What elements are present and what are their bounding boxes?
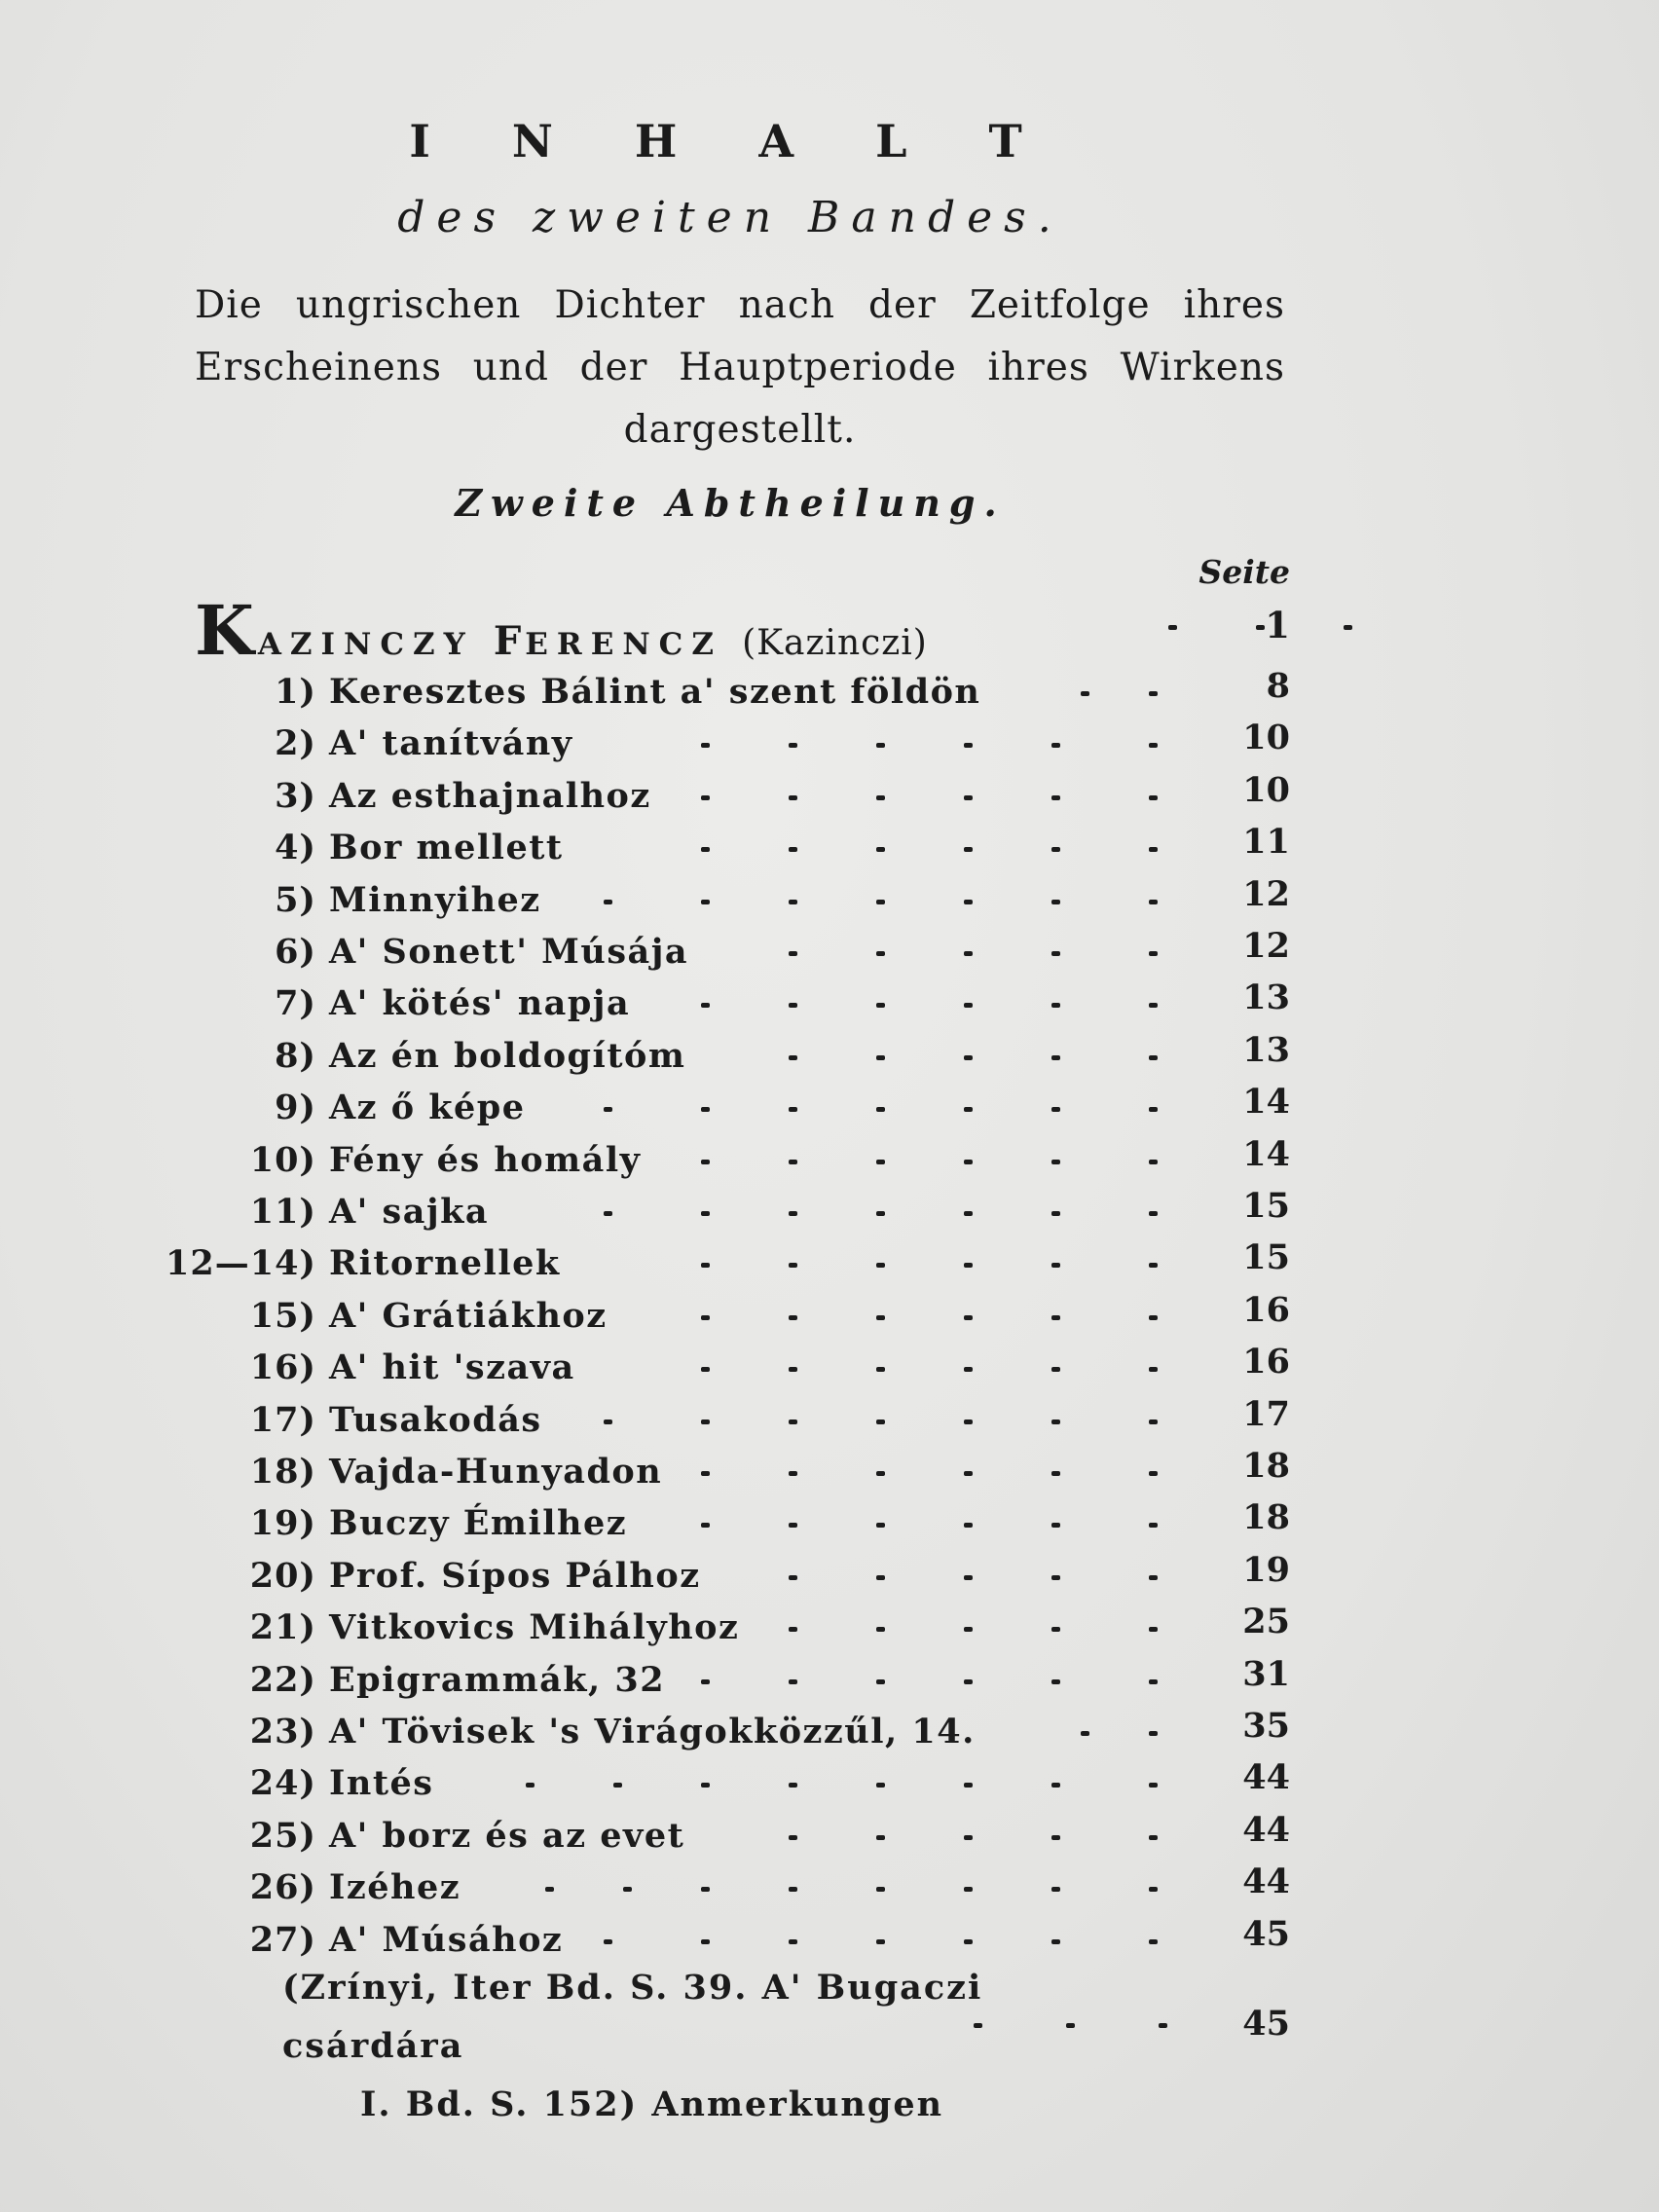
leader-dot [1149,1367,1158,1372]
leader-dot [789,1471,797,1476]
leader-dot [1051,795,1060,800]
leader-dot [964,1887,973,1892]
footnote-leader-dots [974,2019,1178,2039]
leader-dot [701,1471,710,1476]
entry-title: A' hit 'szava [329,1347,575,1388]
entry-number: 21) [249,1607,316,1648]
leader-dot [1149,1939,1158,1944]
leader-dot [1149,1211,1158,1216]
leader-dot [1051,1211,1060,1216]
entry-leader-dots [701,1347,1168,1394]
author-alias: (Kazinczi) [742,623,928,663]
leader-dot [964,951,973,956]
contents-entry [0,873,1290,931]
entry-number: 24) [249,1763,316,1804]
page-subtitle: des zweiten Bandes. [397,193,1063,242]
author-given-rest: ERENCZ [525,627,722,662]
leader-dot [701,1887,710,1892]
leader-dot [876,1211,885,1216]
entry-page-number: 13 [1242,1029,1290,1070]
leader-dot [876,951,885,956]
entry-leader-dots [701,776,1168,823]
entry-leader-dots [701,880,1168,927]
entry-title: A' Músához [329,1919,564,1960]
leader-dot [1149,1887,1158,1892]
entry-leader-dots [701,983,1168,1030]
leader-dot [964,1835,973,1840]
leader-dot [1051,743,1060,748]
leader-dot [876,900,885,904]
leader-dot [789,1835,797,1840]
leader-dot [604,1939,612,1944]
leader-dot [964,1003,973,1008]
leader-dot [876,1471,885,1476]
entry-number: 17) [249,1399,316,1440]
entry-leader-dots [701,1140,1168,1187]
entry-page-number: 45 [1242,1913,1290,1954]
contents-entry [0,1446,1290,1502]
entry-page-number: 15 [1242,1186,1290,1226]
entry-page-number: 35 [1242,1706,1290,1746]
leader-dot [789,847,797,852]
contents-entry [0,1809,1290,1866]
leader-dot [964,1107,973,1112]
leader-dot [876,1575,885,1580]
leader-dot [964,1419,973,1424]
entry-title: Keresztes Bálint a' szent földön [329,672,981,712]
leader-dot [604,1211,612,1216]
leader-dot [964,1523,973,1528]
leader-dot [876,847,885,852]
leader-dot [789,1419,797,1424]
entry-number: 7) [275,983,316,1024]
contents-entry [0,1237,1290,1294]
leader-dot [964,1627,973,1632]
entry-page-number: 25 [1242,1602,1290,1642]
leader-dot [876,1055,885,1060]
contents-entry [0,977,1290,1034]
leader-dot [1149,743,1158,748]
entry-number: 12—14) [166,1243,316,1284]
entry-number: 1) [275,672,316,712]
leader-dot [1149,1160,1158,1164]
description-paragraph: Die ungrischen Dichter nach der Zeitfolge ihres Erscheinens und der Hauptperiode ihres Wirkens dargestellt. [195,283,1285,452]
leader-dot [964,1211,973,1216]
entry-leader-dots [701,723,1168,770]
leader-dot [876,743,885,748]
entry-page-number: 13 [1242,977,1290,1018]
leader-dot [1051,1263,1060,1268]
contents-entry [0,1342,1290,1398]
entry-title: A' Sonett' Músája [329,932,689,972]
leader-dot [1149,1419,1158,1424]
contents-entry [0,1653,1290,1711]
leader-dot [1051,1627,1060,1632]
leader-dot [701,1783,710,1788]
leader-dot [974,2023,982,2028]
leader-dot [1149,1315,1158,1320]
entry-leader-dots [701,1556,1168,1603]
entry-leader-dots [701,1867,1168,1914]
entry-page-number: 18 [1242,1497,1290,1538]
leader-dot [876,1419,885,1424]
leader-dot [964,1783,973,1788]
leader-dot [1051,847,1060,852]
contents-entry [0,1602,1290,1658]
leader-dot [1051,1835,1060,1840]
entry-page-number: 14 [1242,1082,1290,1123]
leader-dot [701,1003,710,1008]
leader-dot [1051,1367,1060,1372]
entry-number: 6) [275,932,316,972]
contents-entry [0,1757,1290,1814]
entry-page-number: 17 [1242,1393,1290,1434]
leader-dot [604,1419,612,1424]
leader-dot [1051,1055,1060,1060]
entry-page-number: 11 [1242,822,1290,863]
entry-leader-dots [701,1088,1168,1134]
leader-dot [789,1211,797,1216]
entry-page-number: 10 [1242,718,1290,758]
entry-leader-dots [701,672,1168,719]
leader-dot [1149,1263,1158,1268]
leader-dot [701,1160,710,1164]
entry-title: A' borz és az evet [329,1815,685,1856]
entry-number: 4) [275,828,316,868]
leader-dot [1149,1003,1158,1008]
leader-dot [1344,625,1352,630]
author-leader-dots [954,606,1363,652]
entry-number: 18) [249,1452,316,1492]
leader-dot [701,1367,710,1372]
leader-dot [789,1783,797,1788]
entry-title: Minnyihez [329,879,541,920]
entry-page-number: 16 [1242,1289,1290,1330]
leader-dot [1149,691,1158,696]
contents-entry [0,666,1290,722]
contents-entry [0,1029,1290,1087]
entry-number: 25) [249,1815,316,1856]
entry-title: Tusakodás [329,1399,542,1440]
leader-dot [876,795,885,800]
entry-page-number: 12 [1242,926,1290,966]
entry-leader-dots [701,1296,1168,1343]
leader-dot [964,743,973,748]
leader-dot [1051,900,1060,904]
leader-dot [1149,1055,1158,1060]
entry-page-number: 15 [1242,1237,1290,1278]
leader-dot [964,900,973,904]
leader-dot [876,1107,885,1112]
entry-page-number: 44 [1242,1757,1290,1798]
leader-dot [701,743,710,748]
leader-dot [964,1315,973,1320]
entry-number: 8) [275,1035,316,1076]
author-drop-capital: K [195,590,258,671]
entry-number: 19) [249,1503,316,1544]
entry-title: A' tanítvány [329,723,573,764]
entry-page-number: 44 [1242,1809,1290,1850]
leader-dot [789,1315,797,1320]
entry-number: 20) [249,1555,316,1596]
contents-entry [0,769,1290,827]
leader-dot [1051,1471,1060,1476]
author-heading [195,590,1290,671]
page-column-label: Seite [1198,553,1290,591]
leader-dot [789,1003,797,1008]
leader-dot [701,1263,710,1268]
leader-dot [876,1315,885,1320]
leader-dot [876,1835,885,1840]
leader-dot [1149,795,1158,800]
leader-dot [789,1160,797,1164]
entry-title: Fény és homály [329,1139,642,1180]
leader-dot [701,1939,710,1944]
leader-dot [623,1887,632,1892]
entry-title: A' kötés' napja [329,983,631,1024]
leader-dot [1149,900,1158,904]
leader-dot [876,1003,885,1008]
leader-dot [789,1367,797,1372]
leader-dot [964,1263,973,1268]
author-name [195,590,928,671]
leader-dot [1149,1783,1158,1788]
entry-page-number: 10 [1242,769,1290,810]
leader-dot [789,1575,797,1580]
entry-number: 5) [275,879,316,920]
leader-dot [545,1887,554,1892]
leader-dot [1051,1523,1060,1528]
leader-dot [701,1107,710,1112]
entry-number: 16) [249,1347,316,1388]
section-heading: Zweite Abtheilung. [455,481,1006,525]
footnote-entry [282,1959,1173,2134]
entry-title: Ritornellek [329,1243,561,1284]
footnote-page-number: 45 [1242,2004,1290,2044]
entry-title: Vajda-Hunyadon [329,1452,663,1492]
contents-entry [0,1497,1290,1554]
leader-dot [1066,2023,1075,2028]
leader-dot [964,1055,973,1060]
contents-entry [0,1289,1290,1346]
entry-number: 22) [249,1659,316,1700]
leader-dot [1149,847,1158,852]
entry-title: Az ő képe [329,1088,526,1128]
contents-entry [0,1706,1290,1762]
leader-dot [1051,1679,1060,1684]
entry-leader-dots [701,1816,1168,1862]
leader-dot [1149,1107,1158,1112]
footnote-line-2: I. Bd. S. 152) Anmerkungen [360,2084,944,2124]
entry-leader-dots [701,1763,1168,1810]
entry-leader-dots [701,1712,1168,1758]
entry-leader-dots [701,932,1168,978]
entry-title: Prof. Sípos Pálhoz [329,1555,701,1596]
leader-dot [789,1055,797,1060]
entry-number: 15) [249,1295,316,1336]
entry-number: 23) [249,1712,316,1751]
leader-dot [1051,1887,1060,1892]
entry-leader-dots [701,1036,1168,1083]
entry-title: Izéhez [329,1867,461,1908]
leader-dot [1051,951,1060,956]
leader-dot [876,1160,885,1164]
footnote-line-1: (Zrínyi, Iter Bd. S. 39. A' Bugaczi csárdára [282,1968,983,2066]
contents-entry [0,718,1290,774]
leader-dot [964,795,973,800]
leader-dot [789,1939,797,1944]
leader-dot [789,1679,797,1684]
leader-dot [876,1783,885,1788]
leader-dot [701,1523,710,1528]
leader-dot [789,1263,797,1268]
author-surname-rest: AZINCZY [257,627,474,662]
entry-title: A' Grátiákhoz [329,1295,608,1336]
entry-title: Bor mellett [329,828,564,868]
entry-number: 10) [249,1139,316,1180]
entry-number: 9) [275,1088,316,1128]
entry-page-number: 44 [1242,1862,1290,1902]
leader-dot [701,847,710,852]
leader-dot [604,900,612,904]
entry-leader-dots [701,1660,1168,1707]
entry-title: Vitkovics Mihályhoz [329,1607,740,1648]
leader-dot [1149,1523,1158,1528]
entry-page-number: 31 [1242,1653,1290,1694]
leader-dot [1256,625,1265,630]
leader-dot [1051,1160,1060,1164]
leader-dot [701,1211,710,1216]
contents-entry [0,926,1290,982]
leader-dot [1149,1627,1158,1632]
leader-dot [1081,691,1089,696]
leader-dot [1051,1783,1060,1788]
leader-dot [1159,2023,1167,2028]
leader-dot [964,1939,973,1944]
leader-dot [1051,1575,1060,1580]
leader-dot [1051,1003,1060,1008]
entry-page-number: 8 [1266,666,1290,706]
contents-entry [0,1133,1290,1191]
entry-leader-dots [701,1607,1168,1654]
leader-dot [1149,1731,1158,1736]
leader-dot [789,1887,797,1892]
entry-number: 26) [249,1867,316,1908]
entry-leader-dots [701,1452,1168,1498]
entry-number: 27) [249,1919,316,1960]
entry-title: Az esthajnalhoz [329,775,651,816]
entry-title: Intés [329,1763,434,1804]
leader-dot [789,951,797,956]
leader-dot [613,1783,622,1788]
contents-entry [0,1549,1290,1606]
entry-number: 11) [249,1192,316,1232]
leader-dot [701,1419,710,1424]
leader-dot [1051,1939,1060,1944]
entry-title: Buczy Émilhez [329,1503,628,1544]
contents-entry [0,1862,1290,1918]
leader-dot [1051,1107,1060,1112]
leader-dot [1168,625,1177,630]
leader-dot [964,1679,973,1684]
entry-page-number: 12 [1242,873,1290,914]
leader-dot [789,795,797,800]
author-given-initial: F [493,618,526,664]
leader-dot [701,1679,710,1684]
leader-dot [604,1107,612,1112]
entry-title: Az én boldogítóm [329,1035,686,1076]
leader-dot [876,1263,885,1268]
leader-dot [1051,1315,1060,1320]
leader-dot [1149,951,1158,956]
contents-entry [0,822,1290,878]
leader-dot [876,1887,885,1892]
entry-page-number: 16 [1242,1342,1290,1382]
leader-dot [876,1627,885,1632]
leader-dot [1149,1575,1158,1580]
leader-dot [789,1523,797,1528]
entry-leader-dots [701,1503,1168,1550]
leader-dot [701,795,710,800]
leader-dot [701,900,710,904]
entry-title: A' sajka [329,1192,490,1232]
entry-number: 3) [275,775,316,816]
leader-dot [964,847,973,852]
entry-page-number: 19 [1242,1549,1290,1590]
entry-leader-dots [701,1243,1168,1290]
leader-dot [964,1160,973,1164]
leader-dot [876,1939,885,1944]
leader-dot [526,1783,535,1788]
entry-leader-dots [701,1192,1168,1238]
leader-dot [789,1627,797,1632]
leader-dot [701,1315,710,1320]
entry-title: A' Tövisek 's Virágokközzűl, 14. [329,1712,976,1751]
leader-dot [964,1575,973,1580]
entry-page-number: 14 [1242,1133,1290,1174]
author-page-number: 1 [1265,604,1290,646]
contents-entry [0,1082,1290,1138]
leader-dot [789,900,797,904]
leader-dot [1051,1419,1060,1424]
leader-dot [964,1471,973,1476]
leader-dot [789,743,797,748]
leader-dot [1081,1731,1089,1736]
page-title: I N H A L T [409,115,1055,167]
entry-number: 2) [275,723,316,764]
leader-dot [1149,1679,1158,1684]
leader-dot [1149,1471,1158,1476]
leader-dot [876,1367,885,1372]
leader-dot [1149,1835,1158,1840]
contents-entry [0,1186,1290,1242]
leader-dot [964,1367,973,1372]
leader-dot [789,1107,797,1112]
contents-entry [0,1393,1290,1451]
leader-dot [876,1523,885,1528]
entry-page-number: 18 [1242,1446,1290,1486]
entry-title: Epigrammák, 32 [329,1659,666,1700]
entry-leader-dots [701,1400,1168,1447]
entry-leader-dots [701,828,1168,874]
leader-dot [876,1679,885,1684]
